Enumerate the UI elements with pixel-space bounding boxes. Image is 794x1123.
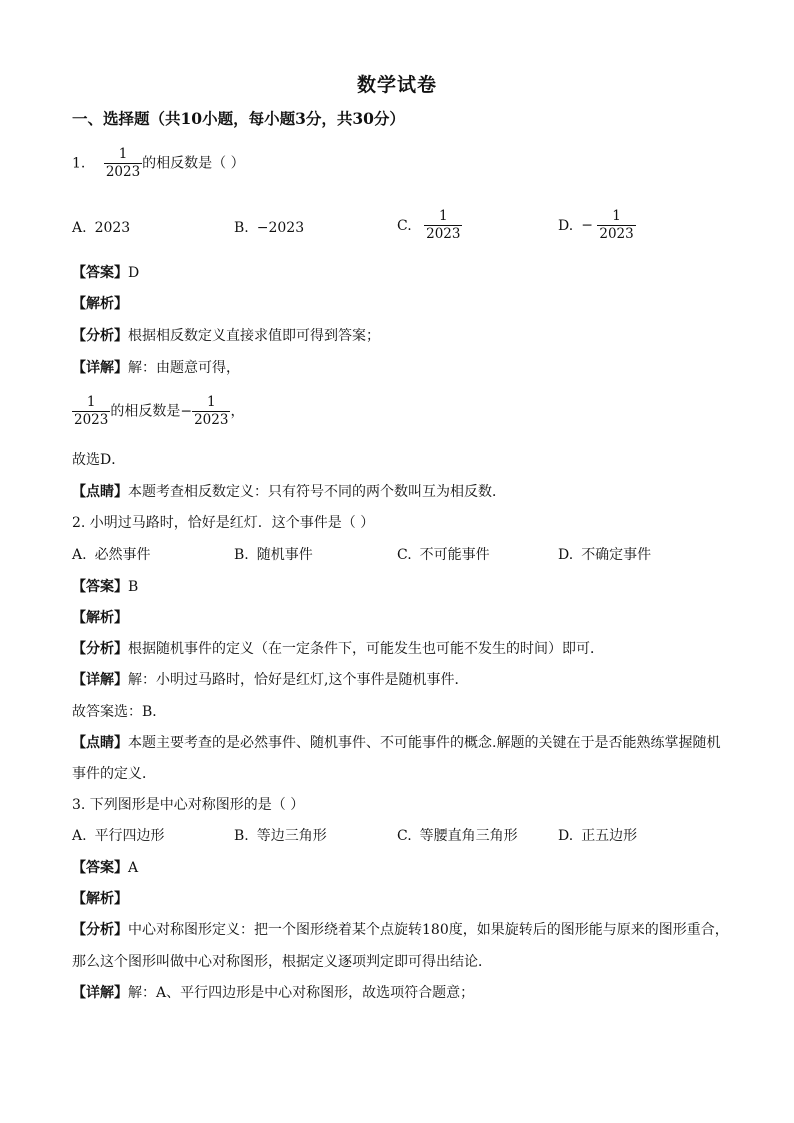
q1-fenxi: 【分析】根据相反数定义直接求值即可得到答案； <box>72 328 380 344</box>
q2-option-d: D. 不确定事件 <box>558 547 652 563</box>
q3-analysis-heading: 【解析】 <box>72 891 128 907</box>
q1-option-b: B. −2023 <box>234 220 305 236</box>
q2-analysis-heading: 【解析】 <box>72 610 128 626</box>
fraction: $\frac{1}{2023}$ <box>426 208 461 242</box>
page-title: 数学试卷 <box>356 74 437 96</box>
q3-option-b: B. 等边三角形 <box>234 828 327 844</box>
q2-conclusion: 故答案选：B． <box>72 704 167 720</box>
q1-option-a: A. 2023 <box>72 220 131 236</box>
fraction: $\frac{1}{2023}$ <box>599 208 634 242</box>
q1-option-d: D. − $\frac{1}{2023}$ <box>558 208 634 242</box>
q3-answer: 【答案】A <box>72 860 139 876</box>
q3-option-a: A. 平行四边形 <box>72 828 165 844</box>
q1-answer: 【答案】D <box>72 265 140 281</box>
q1-dianjing: 【点睛】本题考查相反数定义：只有符号不同的两个数叫互为相反数． <box>72 484 506 500</box>
q2-option-a: A. 必然事件 <box>72 547 151 563</box>
q1-conclusion: 故选D． <box>72 452 126 468</box>
question-2-stem: 2. 小明过马路时，恰好是红灯．这个事件是（ ） <box>72 515 375 531</box>
q2-answer: 【答案】B <box>72 579 139 595</box>
q1-analysis-heading: 【解析】 <box>72 296 128 312</box>
fraction: $\frac{1}{2023}$ <box>194 394 229 428</box>
q2-dianjing-cont: 事件的定义． <box>72 766 156 782</box>
q2-xiangjie: 【详解】解：小明过马路时，恰好是红灯,这个事件是随机事件． <box>72 672 469 688</box>
section-heading: 一、选择题（共10小题，每小题3分，共30分） <box>72 109 405 128</box>
q2-dianjing: 【点睛】本题主要考查的是必然事件、随机事件、不可能事件的概念.解题的关键在于是否能熟练掌握随机 <box>72 735 721 751</box>
q2-option-b: B. 随机事件 <box>234 547 313 563</box>
fraction: $\frac{1}{2023}$ <box>105 146 141 180</box>
q3-xiangjie: 【详解】解：A、平行四边形是中心对称图形，故选项符合题意； <box>72 985 475 1001</box>
q3-fenxi-cont: 那么这个图形叫做中心对称图形，根据定义逐项判定即可得出结论． <box>72 954 492 970</box>
q2-option-c: C. 不可能事件 <box>397 547 490 563</box>
q1-option-c: C. $\frac{1}{2023}$ <box>397 208 461 242</box>
fraction: $\frac{1}{2023}$ <box>74 394 109 428</box>
q3-option-d: D. 正五边形 <box>558 828 638 844</box>
q3-option-c: C. 等腰直角三角形 <box>397 828 518 844</box>
question-3-stem: 3. 下列图形是中心对称图形的是（ ） <box>72 797 305 813</box>
q2-fenxi: 【分析】根据随机事件的定义（在一定条件下，可能发生也可能不发生的时间）即可． <box>72 641 604 657</box>
question-1-stem: 1. $\frac{1}{2023}$ 的相反数是（ ） <box>72 146 245 180</box>
q1-xiangjie: 【详解】解：由题意可得， <box>72 360 240 376</box>
question-number: 1. <box>72 155 86 172</box>
q1-equation: $\frac{1}{2023}$ 的相反数是− $\frac{1}{2023}$ ， <box>74 394 245 428</box>
q3-fenxi: 【分析】中心对称图形定义：把一个图形绕着某个点旋转180度，如果旋转后的图形能与原来的图形重合， <box>72 922 729 938</box>
